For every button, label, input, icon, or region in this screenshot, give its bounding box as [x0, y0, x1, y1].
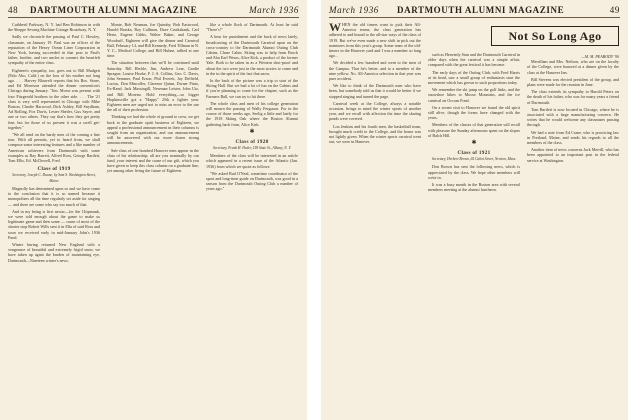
paragraph: A bear for punishment and the back of news lately, broadcasting of the Dartmouth Carnival upon on the cross-country to the Dartmouth Alumni Outing Club Cabins, Chase Cabin. Skiing was to help from Brock and Ahu Earl Wears, Alice Kirk, a product of the former Yale. Both to be taken in as a Western shot-proof and about the two were just in the most stories to come and in the in the spirit of the fact that snow.: [206, 34, 298, 76]
paragraph: such as Heavenly Stan and the Dartmouth Carnival in older days when the carnival was a simple affair, compared with the great festival it has become.: [428, 52, 520, 68]
section-secretary: Secretary, Herbert Brown, 65 Cabot Street, Newton, Mass.: [431, 157, 517, 162]
paragraph: Winter having returned New England with a vengeance of beautiful and extremely frigid snow, we have taken up again the burden of maintaining eye, Dartmouth—Nineteen winter's news.: [8, 241, 100, 263]
paragraph: Members of the class will be interested in an article which appeared in a recent issue of the Atlantic (Jan. 1936) from which we quote as follows:: [206, 153, 298, 169]
paragraph: Eighteen's sympathy, too, goes out to Bill Mudgett (Palo Alto, Calif.) on the loss of his mother not long ago. . . . Harvey Blauvelt reports that his Bos. Stone, and Ed Morrison attended the dinner convention's Chicago during January. "Jim. Morse was present with four Fitzgerald brothers in the other side. . . . The '21 class is very well represented in Chicago with Mike Boston, Charlie Harwood, Dick Ashley, Bill Snydham, Ad Rolling, Fox Davis, Lester Shetler, Gus Sayre, and one or two others. They say that's how they get pretty fine, but for those of us present it was a swell get-together.": [8, 67, 100, 130]
paragraph: We decided a few hundred and went to the men of the Campus. That he's better, and to a member of the nine yellow: No. All-America selection in that year was pure accident.: [329, 60, 421, 82]
left-page: [0, 0, 307, 420]
paragraph: Tom Bartlett is now located in Chicago, where he is associated with a large manufacturing concern. He writes that he would welcome any classmates passing through.: [527, 106, 619, 128]
left-column-1: [8, 22, 100, 416]
paragraph: We remember the ski jump on the golf links, and the snowshoe hikes to Moose Mountain, and the ice carnival on Occom Pond.: [428, 87, 520, 103]
paragraph: Sadly we chronicle the passing of Paul C. Howley, classmate, on January 19. Paul was an officer of the reputation of the Heavy Ocean Liner Corporation in New York, having succeeded in that post to Paul's father, brother, and two uncles to connect the heartfelt sympathy of the entire class.: [8, 34, 100, 66]
paragraph: The situation between that we'll be continued until Saturday. Bill Heckle, Jim, Andrew Lear, Gardie Sprague, Louise Hooke, F. J. A. Collins, Geo. C. Davis, John Semmer, Paul Erson, Phil Everett, Jay Delfield, Lucius, Don Mincoller, Clarence Quinn, Dwner Pinto, Ex-Rand, Jack Massingill, Newman Leister, John Utz, and Bill Moreno. Hold everything—so bigger Hopkinsville got a "Happy" 25th a lighter year. Eighteen men are urged not to miss an error to the use the all of their profession.: [107, 60, 199, 113]
left-column-3: [206, 22, 298, 416]
paragraph: We like to think of the Dartmouth men who have been, but somebody told us that it would be better if we stopped singing and turned the page.: [329, 83, 421, 99]
paragraph: The early days of the Outing Club, with Fred Harris at its head, saw a small group of enthusiasts start the movement which has grown to such proportions today.: [428, 69, 520, 86]
drop-cap: W: [329, 22, 341, 34]
paragraph: The whole class and men of his college generation will mourn the passing of Wally Ferguson. For in the course of those weeks ago, Seelig a little and lately for the 1918 Skiing Oak where the Boston Alumni gathering back from, Alice Kirk.: [206, 100, 298, 127]
paragraph: like a whole flock of Dartmouth. At least he said "There's!": [206, 22, 298, 33]
paragraph: Thinking we had the whole of ground to crow, we get back to the graduate spirit business of Eighteen, we appeal a professional announcement in their columns is sought from an organization, and our announcement will be answered with our more dozen strong announcements.: [107, 114, 199, 146]
paragraph: Another item of news concerns Jack Merrill, who has been appointed to an important post in the federal service at Washington.: [527, 147, 619, 163]
section-heading: Class of 1921: [457, 150, 491, 157]
paragraph: "We asked Bud O'Neal, sometime coordinator of the sport and long-time guide on Dartmouth, was good in a season from the Dartmouth Outing Club a number of years ago.": [206, 170, 298, 192]
paragraph: Merrillam and Mrs. Neilson, who are on the faculty of the College, were honored at a dinner given by the class at the Hanover Inn.: [527, 59, 619, 75]
paragraph: Carnival week at the College, always a notable occasion, brings to mind the winter sports of another year, and we recall with affection the time the skating ponds were covered.: [329, 100, 421, 122]
paragraph: Don Brown has sent the following news, which is appreciated by the class. We hope other members will write in.: [428, 164, 520, 180]
star-ornament-icon: ✱: [471, 140, 477, 147]
header-rule: [329, 17, 620, 18]
right-page: [321, 0, 628, 420]
section-secretary: Secretary, Joseph C. Duane, by Sam S. Washington Street, Maine: [12, 173, 96, 183]
paragraph-text: HEN the old timers want to pick their All-America teams, the class generation has adhered to and bound to the all-star ways of the class of 1919. But we've even made a new shift in pick out the nominees from this year's group. Some team of the old-timers in the Hanover yard and I was a member so long ago...: [329, 22, 421, 59]
page-number: 49: [609, 5, 620, 15]
magazine-title: DARTMOUTH ALUMNI MAGAZINE: [397, 5, 565, 15]
paragraph: We had a note from Ed Crane, who is practicing law in Portland, Maine, and sends his regards to all the members of the class.: [527, 129, 619, 146]
paragraph: Members of the classes of that generation will recall with pleasure the Sunday afternoons spent on the slopes of Balch Hill.: [428, 122, 520, 138]
paragraph: Sub-class of one hundred Hanover men appear in the class of his relationship; all are you nominally by our fund, your interest and the cause of our gift, which you have given to keep this class column on a graduate line, yet among other living the future of Eighteen.: [107, 147, 199, 174]
page-number: 48: [8, 5, 19, 15]
issue-date: March 1936: [249, 5, 299, 15]
section-heading: Class of 1920: [235, 138, 269, 145]
paragraph: It was a busy month in the Boston area with several members meeting at the alumni luncheon.: [428, 182, 520, 193]
paragraph: [329, 22, 421, 58]
paragraph: Cuthbertl Parkway, N. Y. had Ben Robinson in with the Sheppe Sewing Machine Cottage Broadway, N. Y.: [8, 22, 100, 33]
article-title: Not So Long Ago: [491, 26, 619, 46]
section-secretary: Secretary, Frank H. Heder, 158 State St., Albany, N. Y.: [212, 146, 292, 151]
section-heading: Class of 1919: [37, 166, 71, 173]
right-column-2: [428, 52, 520, 416]
paragraph: Lou Jenkins and his fourth men, the basketball team, brought much credit to the College, and the honor was not lightly given. When the winter sports carnival went out, we were in Hanover.: [329, 123, 421, 145]
header-rule: [8, 17, 299, 18]
paragraph: And in my being is first nectar—for the Chipmunk, we were told enough about the game to make us legitimate game and then some — cause of most of the shorter stop Robert Wills sent it in Ella of said Ross and soon we received early in mid-January John's 1936 Fund.: [8, 208, 100, 240]
running-head-left: [8, 5, 299, 17]
paragraph: The class extends its sympathy to Harold Peters on the death of his father, who was for many years a friend of Dartmouth.: [527, 89, 619, 105]
left-column-2: [107, 22, 199, 416]
paragraph: "We all send on the hardy men of the coming a fine tour. With all permits, yet to heard from, we shall compose some interesting features and a like number of American achievers from Dartmouth with some examples as Ray Barrett, Alfred Ross, George Bartlett, Tom Ellis, Ed. McDowell, Fred: [8, 132, 100, 164]
magazine-title: DARTMOUTH ALUMNI MAGAZINE: [30, 5, 198, 15]
paragraph: Monte, Bob Neuman, Joe Quimby, Bob Eastwood, Harold Braska, Roy Cullinan, Dave Cruikshank, Carl Hertz, Eugene Gibbs, Walter Baker, and George Woodruff, Eighteen will give the dinner and Carnival Ball, February 14, and Bill Kennedy, Fred Tillman in N. Y. C., Medical College, and Bill Huhne, rallied at one time.: [107, 22, 199, 59]
paragraph: On a recent visit to Hanover we found the old spirit still alive, though the forms have changed with the years.: [428, 104, 520, 121]
paragraph: In the back of the picture was a trip to start of the Skiing Hall. But we had a lot of fun on the Cabins and if you're planning to come for the chapter, such as the Farmers Ball, we can try to hit there.: [206, 78, 298, 99]
star-ornament-icon: ✱: [249, 128, 255, 135]
article-signature: —M. M. PEABODY '90: [581, 54, 619, 59]
right-column-3: [527, 52, 619, 416]
paragraph: Bill Stevens was elected president of the group, and plans were made for the reunion in June.: [527, 76, 619, 88]
right-column-1: [329, 22, 421, 416]
issue-date: March 1936: [329, 5, 379, 15]
running-head-right: [329, 5, 620, 17]
paragraph: Magnolly has determined upon so and we have come to the conclusion that it is so named because it monopolizes all the time regularly set aside for singing — and there are some who say too much of that.: [8, 185, 100, 207]
